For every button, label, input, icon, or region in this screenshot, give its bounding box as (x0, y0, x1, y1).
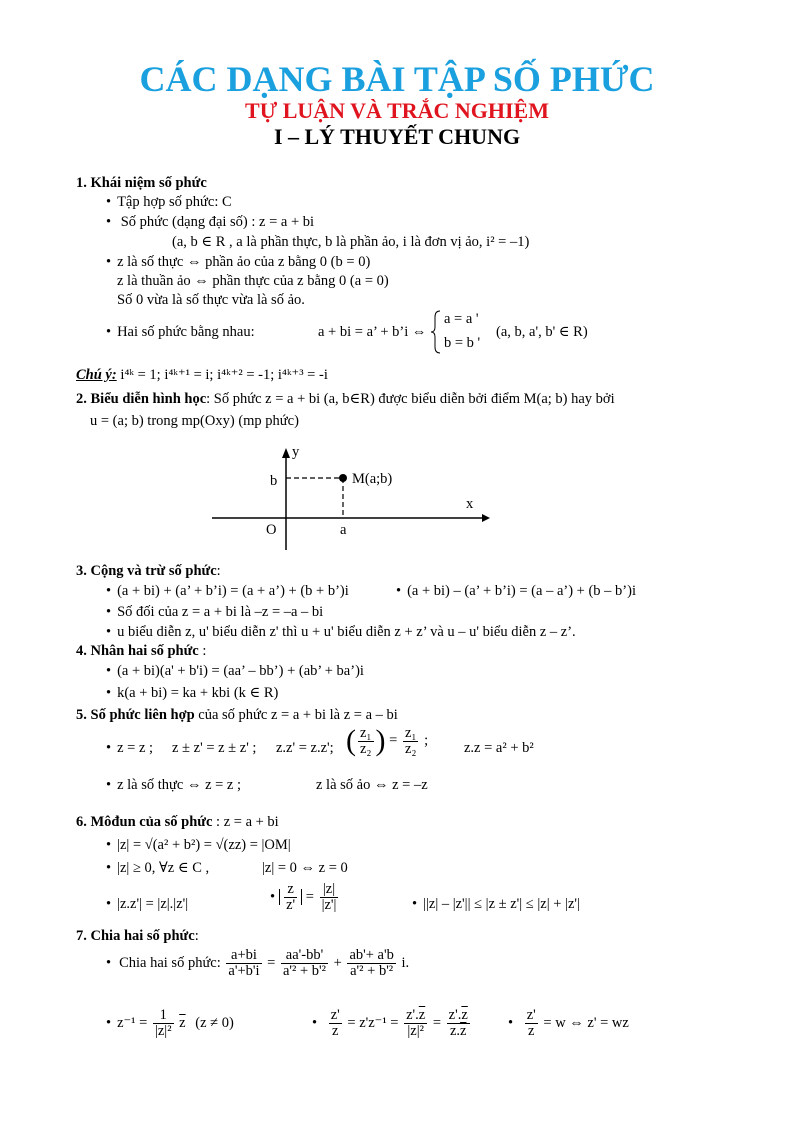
s5-heading-line (76, 707, 398, 724)
page-subtitle: TỰ LUẬN VÀ TRẮC NGHIỆM (245, 98, 549, 123)
s3-heading: 3. Cộng và trừ số phức (76, 563, 217, 579)
frac-z1-conj: z₁ (404, 724, 417, 741)
s4-scalar: • k(a + bi) = ka + kbi (k ∈ R) (106, 685, 278, 702)
inverse-cond: (z ≠ 0) (195, 1014, 234, 1031)
x-arrow-icon (482, 514, 490, 522)
s6-triangle: • ||z| – |z'|| ≤ |z ± z'| ≤ |z| + |z'| (412, 896, 580, 913)
s4-heading-line (76, 643, 206, 660)
point-m (339, 474, 347, 482)
graph-a-label: a (340, 522, 347, 538)
s4-colon: : (198, 643, 207, 659)
s4-heading: 4. Nhân hai số phức (76, 643, 199, 659)
complex-plane-diagram (200, 440, 500, 560)
s1-equal-domain: (a, b, a', b' ∈ R) (496, 324, 588, 340)
s3-add: • (a + bi) + (a’ + b’i) = (a + a’) + (b + b’)i (106, 583, 349, 600)
s2-text1: : Số phức z = a + bi (a, b∈R) được biểu diễn bởi điểm M(a; b) hay bởi (206, 391, 615, 407)
s6-zero: |z| = 0 ⇔ z = 0 (262, 860, 348, 876)
s3-colon: : (216, 563, 221, 579)
frac-z2: z₂ (360, 740, 372, 757)
s7-quotient-inverse: • $\frac{z'}{z}$ = z'z⁻¹ = $\frac{z'.\overline{z}}{\text{|z|²}}$ = $\frac{z'.\overline{z}}{z.\overline{z}}$ (312, 1007, 468, 1039)
section-heading: I – LÝ THUYẾT CHUNG (273, 124, 521, 149)
s5-double-conj: • z = z ; (106, 740, 153, 757)
s1-line6: Số 0 vừa là số thực vừa là số ảo. (117, 292, 305, 308)
s3-vectors: • u biểu diễn z, u' biểu diễn z' thì u + u' biểu diễn z + z’ và u – u' biểu diễn z – z’. (106, 624, 576, 641)
s5-heading: 5. Số phức liên hợp (76, 707, 195, 723)
s1-line2: • Số phức (dạng đại số) : z = a + bi (106, 214, 314, 231)
note-text: i⁴ᵏ = 1; i⁴ᵏ⁺¹ = i; i⁴ᵏ⁺² = -1; i⁴ᵏ⁺³ = -i (116, 367, 328, 383)
s6-heading-line (76, 814, 279, 831)
s7-equation: • $\frac{z'}{z}$ = w ⇔ z' = wz (508, 1007, 629, 1039)
s6-quotient: • $\frac{z}{z'}$ = $\frac{|z|}{|z'|}$ (270, 881, 337, 913)
s1-line1: • Tập hợp số phức: C (106, 194, 232, 211)
s7-division-label: Chia hai số phức: (119, 954, 221, 971)
s2-line1 (76, 391, 615, 408)
div-num: a+bi (226, 948, 261, 964)
s5-sum-conj: z ± z' = z ± z' ; (172, 740, 257, 756)
s3-heading-line (76, 563, 221, 580)
equation-text: = w ⇔ z' = wz (543, 1014, 629, 1031)
frac-z1: z₁ (360, 724, 372, 741)
s6-modulus: • |z| = √(a² + b²) = √(zz) = |OM| (106, 837, 291, 854)
s6-text: : z = a + bi (212, 814, 279, 830)
y-arrow-icon (282, 448, 290, 458)
s1-system-1: a = a ' (444, 311, 479, 327)
graph-m-label: M(a;b) (352, 471, 393, 487)
graph-y-label: y (292, 444, 300, 460)
s3-opposite: • Số đối của z = a + bi là –z = –a – bi (106, 604, 323, 621)
s2-heading: 2. Biểu diễn hình học (76, 391, 207, 407)
s3-sub: • (a + bi) – (a’ + b’i) = (a – a’) + (b – b’)i (396, 583, 636, 600)
s1-line5: z là thuần ảo ⇔ phần thực của z bằng 0 (a = 0) (117, 273, 389, 289)
real-den: a'² + b'² (282, 963, 327, 979)
s5-real-cond: • z là số thực ⇔ z = z ; (106, 777, 241, 794)
s7-colon: : (194, 928, 199, 944)
graph-origin-label: O (266, 522, 277, 538)
s6-nonneg: • |z| ≥ 0, ∀z ∈ C , (106, 860, 209, 877)
div-den: a'+b'i (228, 963, 260, 979)
s2-line2: u = (a; b) trong mp(Oxy) (mp phức) (90, 413, 299, 429)
page-title: CÁC DẠNG BÀI TẬP SỐ PHỨC (139, 59, 655, 99)
s5-zzbar: z.z = a² + b² (464, 740, 534, 756)
graph-b-label: b (270, 473, 278, 489)
s1-line4: • z là số thực ⇔ phần ảo của z bằng 0 (b = 0) (106, 254, 370, 271)
s4-product: • (a + bi)(a' + b'i) = (aa’ – bb’) + (ab’ + ba’)i (106, 663, 364, 680)
s7-inverse: • z⁻¹ = $\frac{1}{\text{|z|²}}$ $\overline{z}$ (z ≠ 0) (106, 1007, 234, 1039)
real-num: aa'-bb' (281, 948, 328, 964)
s5-text: của số phức z = a + bi là z = a – bi (194, 707, 398, 723)
inverse-label: z⁻¹ = (117, 1014, 148, 1031)
s6-heading: 6. Môđun của số phức (76, 814, 213, 830)
note-label: Chú ý: (76, 367, 117, 383)
s1-line3: (a, b ∈ R , a là phần thực, b là phần ảo, i là đơn vị ảo, i² = –1) (172, 234, 530, 250)
system-brace-icon (430, 309, 442, 355)
s1-equal-formula: a + bi = a’ + b’i ⇔ (318, 324, 427, 340)
s7-heading-line (76, 928, 199, 945)
imag-den: a'² + b'² (350, 963, 394, 979)
s1-system-2: b = b ' (444, 335, 481, 351)
s7-heading: 7. Chia hai số phức (76, 928, 195, 944)
frac-z2-conj: z₂ (404, 740, 417, 757)
imag-num: ab'+ a'b (349, 947, 394, 963)
quotient-inverse-text: = z'z⁻¹ = (347, 1014, 399, 1031)
s1-heading: 1. Khái niệm số phức (76, 175, 207, 191)
note-line (76, 367, 328, 384)
s5-prod-conj: z.z' = z.z'; (276, 740, 334, 756)
s7-division: • Chia hai số phức: $\frac{a+bi}{a'+b'i}$ = $\frac{aa'-bb'}{\text{a'² + b'²}}$ + $\frac{ab'+ a'b}{\text{a'² + b'²}}$ i. (106, 947, 410, 979)
s1-equal-label: • Hai số phức bằng nhau: (106, 324, 255, 341)
graph-x-label: x (466, 496, 474, 512)
s5-imag-cond: z là số ảo ⇔ z = –z (316, 777, 428, 793)
s6-prod: • |z.z'| = |z|.|z'| (106, 896, 188, 913)
s5-quotient-conj: ( $\frac{\text{z₁}}{\text{z₂}}$ ) = $\frac{\text{z₁}}{\text{z₂}}$ ; (346, 724, 429, 757)
